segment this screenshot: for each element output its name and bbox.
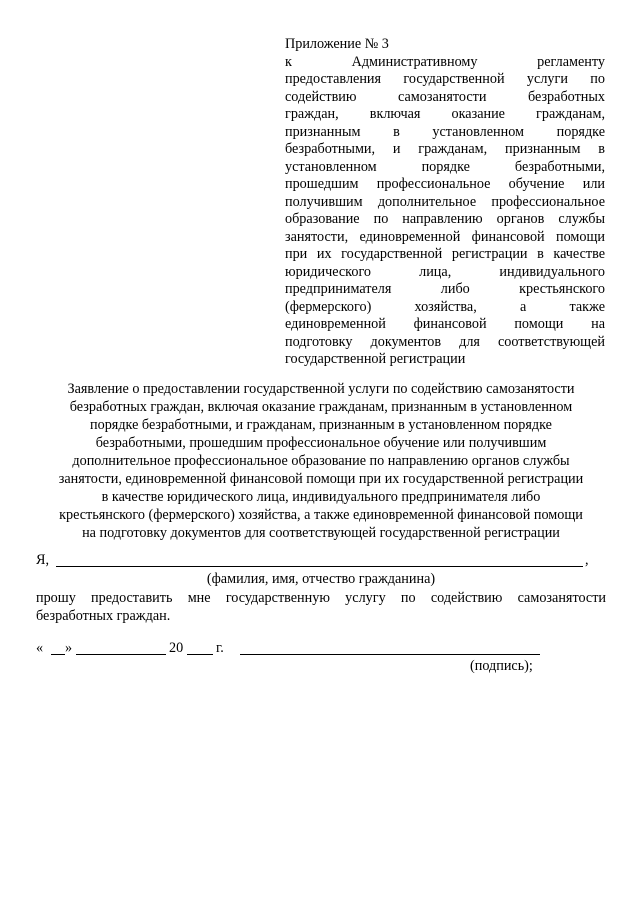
year-prefix: 20 — [169, 640, 184, 656]
applicant-suffix: , — [585, 552, 589, 568]
annex-line: установленном порядке безработными, — [285, 158, 605, 175]
title-line: безработными, прошедшим профессиональное обучение или получившим — [95, 435, 547, 451]
annex-line: признанным в установленном порядке — [285, 123, 605, 140]
annex-line: безработными, и гражданам, признанным в — [285, 141, 605, 157]
annex-line: предоставления государственной услуги по — [285, 71, 605, 87]
annex-line: государственной регистрации — [285, 351, 466, 367]
annex-line: (фермерского) хозяйства, а также — [285, 298, 605, 315]
application-title — [36, 380, 606, 542]
annex-header — [285, 36, 605, 369]
date-quote-close: » — [65, 640, 73, 656]
annex-line: содействию самозанятости безработных — [285, 88, 605, 105]
annex-line: юридического лица, индивидуального — [285, 263, 605, 280]
applicant-name-field[interactable] — [56, 566, 583, 567]
applicant-name-caption: (фамилия, имя, отчество гражданина) — [206, 571, 436, 587]
title-line: крестьянского (фермерского) хозяйства, а также единовременной финансовой помощи — [59, 507, 583, 523]
title-line: занятости, единовременной финансовой помощи при их государственной регистрации — [58, 471, 584, 487]
annex-line: подготовку документов для соответствующей — [285, 333, 605, 350]
request-line: безработных граждан. — [36, 608, 171, 624]
title-line: на подготовку документов для соответствующей государственной регистрации — [82, 525, 560, 541]
title-line: в качестве юридического лица, индивидуального предпринимателя либо — [101, 489, 541, 505]
request-line: прошу предоставить мне государственную услугу по содействию самозанятости — [36, 590, 606, 606]
annex-line: занятости, единовременной финансовой помощи — [285, 228, 605, 245]
annex-line: к Административному регламенту — [285, 53, 605, 70]
applicant-prefix: Я, — [36, 552, 50, 568]
day-field[interactable] — [51, 654, 65, 655]
title-line: безработных граждан, включая оказание гражданам, признанным в установленном — [69, 399, 573, 415]
annex-heading: Приложение № 3 — [285, 36, 389, 52]
annex-line: получившим дополнительное профессиональное — [285, 193, 605, 210]
annex-line: прошедшим профессиональное обучение или — [285, 176, 605, 192]
title-line: порядке безработными, и гражданам, признанным в установленном порядке — [90, 417, 552, 433]
title-line: Заявление о предоставлении государственной услуги по содействию самозанятости — [67, 381, 575, 397]
annex-line: единовременной финансовой помощи на — [285, 316, 605, 332]
date-signature-row — [36, 640, 606, 660]
date-quote-open: « — [36, 640, 44, 656]
request-text — [36, 589, 606, 625]
title-line: дополнительное профессиональное образование по направлению органов службы — [72, 453, 570, 469]
annex-line: граждан, включая оказание гражданам, — [285, 106, 605, 122]
annex-line: при их государственной регистрации в качестве — [285, 246, 605, 262]
annex-line: предпринимателя либо крестьянского — [285, 281, 605, 297]
applicant-name-row — [36, 552, 606, 572]
month-field[interactable] — [76, 654, 166, 655]
signature-caption: (подпись); — [470, 658, 533, 674]
year-field[interactable] — [187, 654, 213, 655]
annex-line: образование по направлению органов службы — [285, 211, 605, 227]
year-suffix: г. — [216, 640, 224, 656]
signature-field[interactable] — [240, 654, 540, 655]
